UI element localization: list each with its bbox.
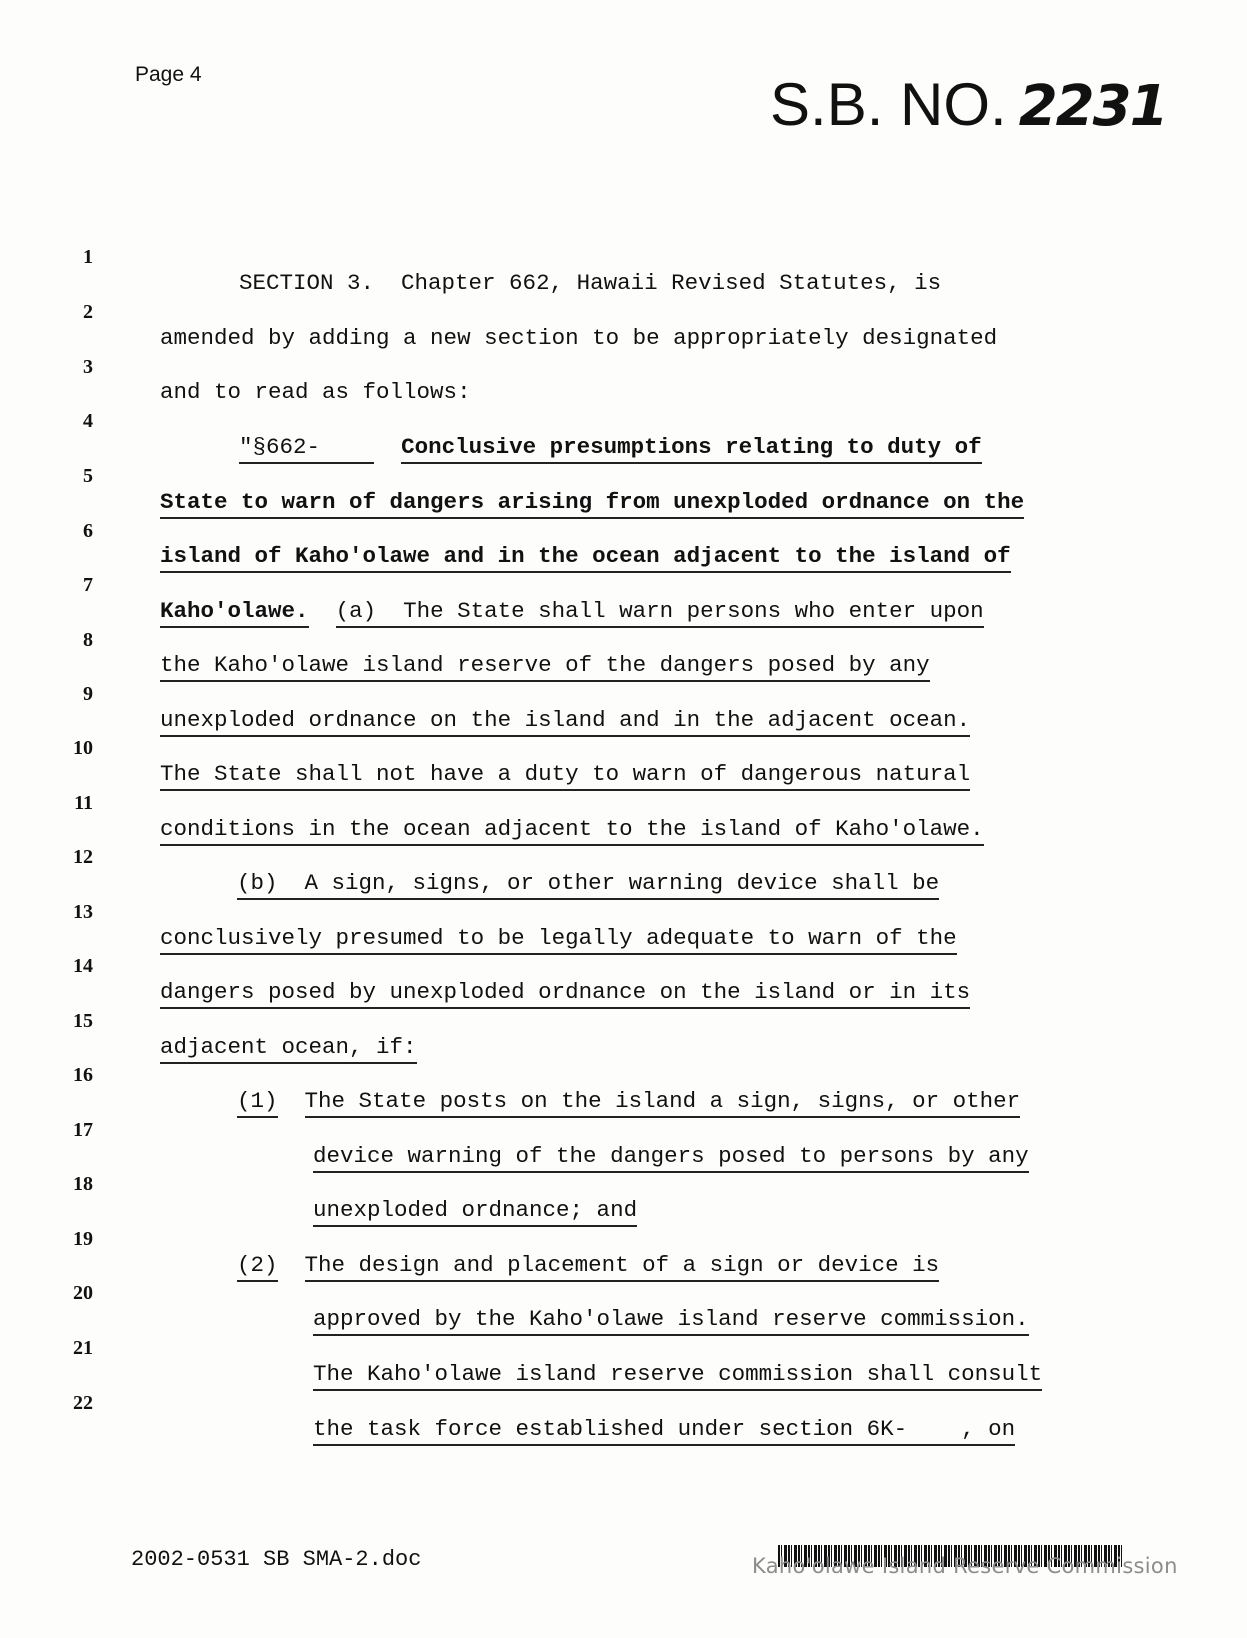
line-number: 22 [73,1392,93,1414]
underlined-text: The design and placement of a sign or device is [305,1252,940,1282]
section-heading-text: SECTION 3. Chapter 662, Hawaii Revised Statutes, is [239,270,942,296]
body-text: and to read as follows: [160,379,471,405]
page-label: Page 4 [135,63,202,86]
body-line [286,1171,637,1223]
underlined-text: device warning of the dangers posed to persons by any [313,1143,1029,1173]
document-id: 2002-0531 SB SMA-2.doc [131,1547,422,1572]
section-title-text: island of Kaho'olawe and in the ocean adjacent to the island of [160,543,1011,573]
underlined-text: dangers posed by unexploded ordnance on the island or in its [160,979,970,1009]
body-line [212,244,941,296]
section-title-text: State to warn of dangers arising from unexploded ordnance on the [160,489,1024,519]
underlined-text: the task force established under section 6K- , on [313,1416,1015,1446]
bill-number-handwritten: 2231 [1018,74,1167,139]
bill-prefix: S.B. NO. [770,71,1007,138]
line-number: 9 [83,683,93,705]
line-number: 14 [73,955,93,977]
section-title-text: Conclusive presumptions relating to duty of [401,434,982,464]
line-number: 5 [83,465,93,487]
line-number: 20 [73,1282,93,1304]
list-marker: (2) [237,1252,278,1282]
underlined-text: approved by the Kaho'olawe island reserve commission. [313,1306,1029,1336]
section-symbol: "§662- [239,434,320,464]
body-line [210,1062,1020,1114]
line-number: 12 [73,846,93,868]
line-number: 18 [73,1173,93,1195]
underlined-text: conditions in the ocean adjacent to the island of Kaho'olawe. [160,816,984,846]
line-number: 11 [74,792,93,814]
underlined-text: unexploded ordnance on the island and in the adjacent ocean. [160,707,970,737]
body-line [212,408,982,460]
body-line [133,681,970,733]
line-number: 13 [73,901,93,923]
line-number: 1 [83,246,93,268]
line-number: 10 [73,737,93,759]
body-line [286,1280,1029,1332]
underlined-text: The State posts on the island a sign, signs, or other [305,1088,1021,1118]
list-marker: (1) [237,1088,278,1118]
line-number: 4 [83,410,93,432]
body-line [210,844,939,896]
bill-number-header [770,70,1167,139]
underlined-text: (b) A sign, signs, or other warning device shall be [237,870,939,900]
section-title-text: Kaho'olawe. [160,598,309,628]
body-line [286,1117,1029,1169]
line-number: 19 [73,1228,93,1250]
line-number: 15 [73,1010,93,1032]
body-line [133,790,984,842]
archive-watermark: Kaho'olawe Island Reserve Commission [752,1554,1178,1578]
body-line [286,1335,1042,1387]
underlined-text: the Kaho'olawe island reserve of the dangers posed by any [160,652,930,682]
line-number: 8 [83,629,93,651]
line-number: 2 [83,301,93,323]
body-line [133,517,1011,569]
body-line [133,899,957,951]
body-line [133,353,471,405]
line-number: 3 [83,356,93,378]
body-line [133,463,1024,515]
section-number-blank [320,434,374,464]
underlined-text: (a) The State shall warn persons who enter upon [336,598,984,628]
underlined-text: The State shall not have a duty to warn of dangerous natural [160,761,970,791]
body-line [133,626,930,678]
line-number: 7 [83,574,93,596]
underlined-text: conclusively presumed to be legally adequate to warn of the [160,925,957,955]
body-line [133,953,970,1005]
underlined-text: The Kaho'olawe island reserve commission shall consult [313,1361,1042,1391]
body-line [133,572,984,624]
body-line [210,1226,939,1278]
body-line [133,1008,417,1060]
line-number: 17 [73,1119,93,1141]
body-text: amended by adding a new section to be appropriately designated [160,325,998,351]
body-line [286,1390,1015,1442]
line-number: 6 [83,520,93,542]
underlined-text: adjacent ocean, if: [160,1034,417,1064]
line-number: 16 [73,1064,93,1086]
body-line [133,735,970,787]
body-line [133,299,997,351]
underlined-text: unexploded ordnance; and [313,1197,637,1227]
line-number: 21 [73,1337,93,1359]
